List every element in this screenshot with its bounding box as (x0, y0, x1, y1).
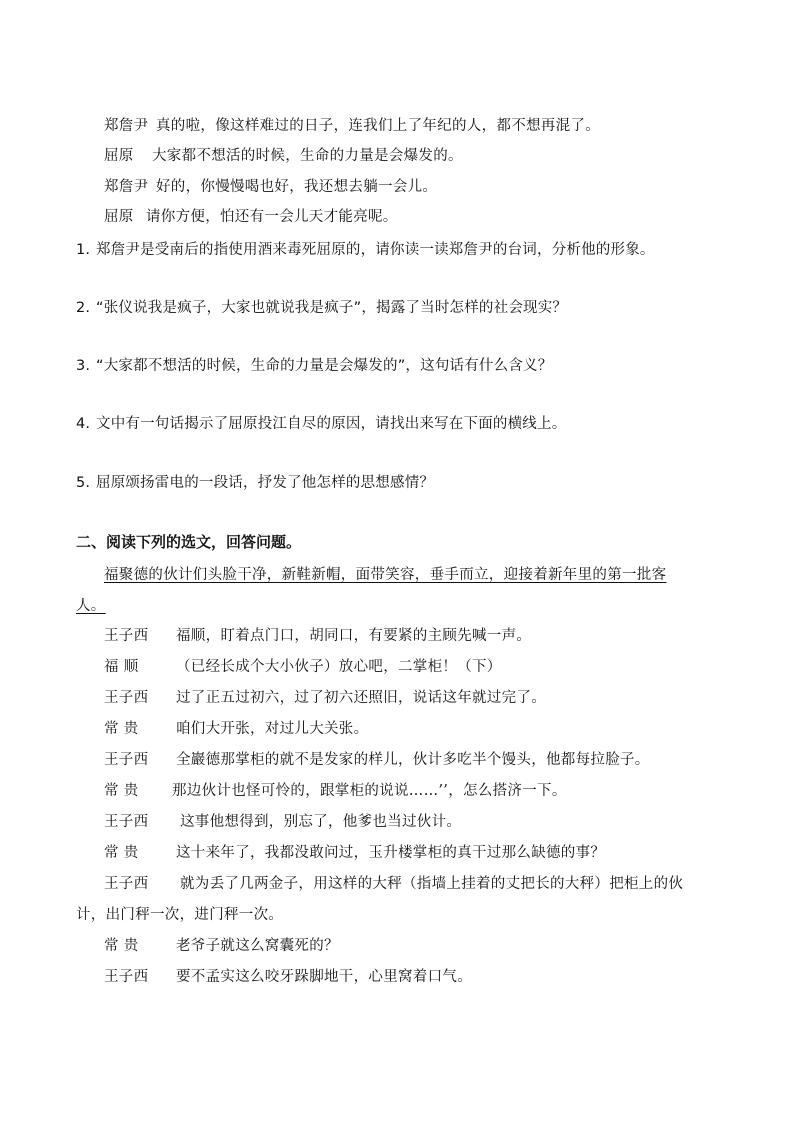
question-number: 3. (76, 358, 91, 374)
question-3 (76, 356, 552, 376)
question-5 (76, 473, 434, 493)
speaker-name: 常 贵 (104, 938, 139, 954)
dialogue-text: 过了正五过初六，过了初六还照旧，说话这年就过完了。 (176, 690, 546, 706)
section-heading: 二、阅读下列的选文，回答问题。 (76, 533, 302, 551)
dialogue-line (104, 936, 339, 956)
dialogue-line (104, 750, 650, 770)
question-2 (76, 298, 567, 318)
dialogue-line (104, 843, 605, 863)
speaker-name: 常 贵 (104, 721, 139, 737)
dialogue-text: 真的啦，像这样难过的日子，连我们上了年纪的人，都不想再混了。 (156, 118, 600, 134)
dialogue-line (104, 116, 600, 136)
speaker-name: 福 顺 (104, 659, 139, 675)
question-number: 5. (76, 475, 91, 491)
dialogue-line (104, 207, 398, 227)
dialogue-line (104, 146, 463, 166)
question-4 (76, 414, 566, 434)
speaker-name: 王子西 (104, 752, 149, 768)
question-text: 郑詹尹是受南后的指使用酒来毒死屈原的，请你读一读郑詹尹的台词，分析他的形象。 (96, 242, 655, 258)
dialogue-text: 老爷子就这么窝囊死的？ (176, 938, 339, 954)
dialogue-text: 计，出门秤一次，进门秤一次。 (76, 907, 284, 923)
dialogue-line-continued (76, 905, 283, 925)
speaker-name: 屈原 (104, 148, 134, 164)
speaker-name: 常 贵 (104, 845, 139, 861)
dialogue-text: 这十来年了，我都没敢问过，玉升楼掌柜的真干过那么缺德的事？ (176, 845, 606, 861)
dialogue-line (104, 688, 546, 708)
speaker-name: 屈原 (104, 209, 134, 225)
speaker-name: 郑詹尹 (104, 118, 149, 134)
speaker-name: 王子西 (104, 690, 149, 706)
dialogue-line (104, 626, 531, 646)
dialogue-text: 大家都不想活的时候，生命的力量是会爆发的。 (152, 148, 463, 164)
question-number: 2. (76, 300, 91, 316)
dialogue-line (104, 657, 502, 677)
dialogue-text: （已经长成个大小伙子）放心吧，二掌柜！（下） (176, 659, 502, 675)
speaker-name: 常 贵 (104, 783, 139, 799)
speaker-name: 郑詹尹 (104, 179, 149, 195)
question-text: 屈原颂扬雷电的一段话，抒发了他怎样的思想感情？ (96, 475, 435, 491)
speaker-name: 王子西 (104, 876, 149, 892)
speaker-name: 王子西 (104, 814, 149, 830)
question-text: “大家都不想活的时候，生命的力量是会爆发的”，这句话有什么含义？ (96, 358, 553, 374)
stage-direction: 福聚德的伙计们头脸干净，新鞋新帽，面带笑容，垂手而立，迎接着新年里的第一批客 (104, 567, 667, 583)
dialogue-line (104, 781, 567, 801)
dialogue-text: 请你方便，怕还有一会儿天才能亮呢。 (146, 209, 398, 225)
question-number: 1. (76, 242, 91, 258)
dialogue-text: 咱们大开张，对过儿大关张。 (176, 721, 369, 737)
dialogue-line (104, 874, 683, 894)
dialogue-text: 就为丢了几两金子，用这样的大秤（指墙上挂着的丈把长的大秤）把柜上的伙 (180, 876, 684, 892)
dialogue-line (104, 177, 437, 197)
stage-direction-continued: 人。 (76, 598, 106, 614)
question-text: 文中有一句话揭示了屈原投江自尽的原因，请找出来写在下面的横线上。 (96, 416, 567, 432)
speaker-name: 王子西 (104, 628, 149, 644)
question-1 (76, 240, 655, 260)
dialogue-line (104, 719, 368, 739)
dialogue-text: 这事他想得到，别忘了，他爹也当过伙计。 (180, 814, 462, 830)
speaker-name: 王子西 (104, 969, 149, 985)
dialogue-text: 福顺，盯着点门口，胡同口，有要紧的主顾先喊一声。 (176, 628, 532, 644)
question-text: “张仪说我是疯子，大家也就说我是疯子”，揭露了当时怎样的社会现实？ (96, 300, 568, 316)
dialogue-text: 好的，你慢慢喝也好，我还想去躺一会儿。 (156, 179, 438, 195)
dialogue-text: 全巖德那掌柜的就不是发家的样儿，伙计多吃半个馒头，他都每拉脸子。 (176, 752, 650, 768)
dialogue-line (104, 812, 461, 832)
dialogue-text: 那边伙计也怪可怜的，跟掌柜的说说……’’，怎么搭济一下。 (172, 783, 567, 799)
dialogue-line (104, 967, 472, 987)
question-number: 4. (76, 416, 91, 432)
dialogue-text: 要不孟实这么咬牙跺脚地干，心里窝着口气。 (176, 969, 472, 985)
